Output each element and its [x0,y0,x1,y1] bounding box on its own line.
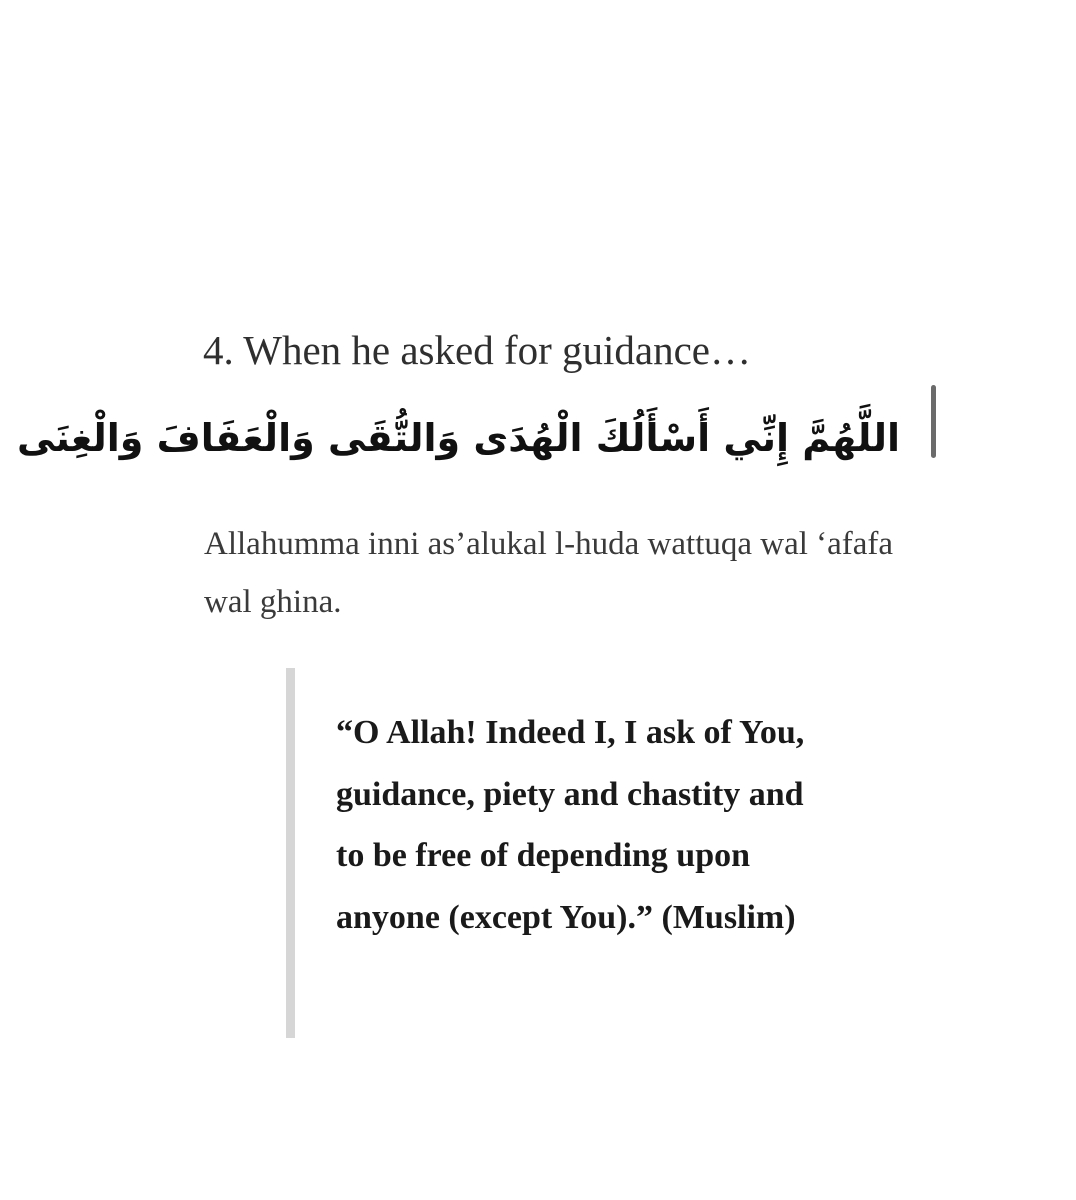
translation-quote-text: “O Allah! Indeed I, I ask of You, guidance, piety and chastity and to be free of depending upon anyone (except You).” (Muslim) [336,714,805,936]
scroll-indicator[interactable] [931,385,936,458]
blockquote-bar [286,668,295,1038]
transliteration-text: Allahumma inni as’alukal l-huda wattuqa wal ‘afafa wal ghina. [204,526,894,620]
translation-blockquote [286,668,806,1038]
arabic-dua-text: اللَّهُمَّ إِنِّي أَسْأَلُكَ الْهُدَى وَالتُّقَى وَالْعَفَافَ وَالْغِنَى [17,416,900,460]
section-heading: 4. When he asked for guidance… [203,327,751,373]
